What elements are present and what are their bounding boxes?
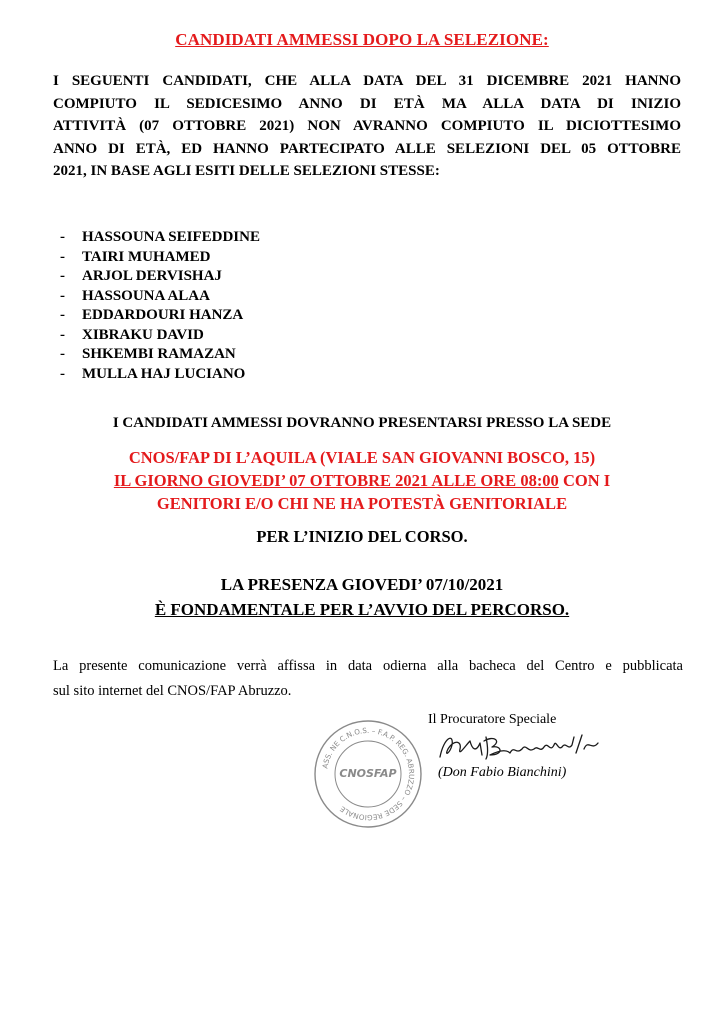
candidate-name: TAIRI MUHAMED xyxy=(82,248,211,265)
list-item xyxy=(60,326,260,346)
presence-importance: È FONDAMENTALE PER L’AVVIO DEL PERCORSO. xyxy=(154,600,570,619)
list-bullet: - xyxy=(60,365,65,382)
signer-name: (Don Fabio Bianchini) xyxy=(438,765,567,780)
course-start-line: PER L’INIZIO DEL CORSO. xyxy=(256,527,468,546)
list-bullet: - xyxy=(60,307,65,323)
intro-paragraph xyxy=(53,70,681,183)
intro-line: ANNO DI ETÀ, ED HANNO PARTECIPATO ALLE SELEZIONI DEL 05 OTTOBRE xyxy=(53,140,681,157)
venue-details xyxy=(0,446,724,515)
list-item xyxy=(60,287,260,307)
candidate-name: MULLA HAJ LUCIANO xyxy=(82,365,246,382)
handwritten-signature xyxy=(436,727,606,767)
stamp-seal xyxy=(312,718,424,830)
list-bullet: - xyxy=(60,346,65,362)
intro-line: I SEGUENTI CANDIDATI, CHE ALLA DATA DEL 31 DICEMBRE 2021 HANNO xyxy=(53,73,681,89)
candidate-name: ARJOL DERVISHAJ xyxy=(82,268,222,284)
list-bullet: - xyxy=(60,248,65,265)
communication-line: sul sito internet del CNOS/FAP Abruzzo. xyxy=(53,683,292,699)
candidate-name: SHKEMBI RAMAZAN xyxy=(82,346,236,362)
presence-notice xyxy=(0,572,724,622)
list-item xyxy=(60,365,260,385)
candidate-name: XIBRAKU DAVID xyxy=(82,326,204,343)
list-bullet: - xyxy=(60,229,65,245)
signer-role: Il Procuratore Speciale xyxy=(428,712,557,727)
list-item xyxy=(60,306,260,326)
communication-line: La presente comunicazione verrà affissa in data odierna alla bacheca del Centro e pubblicata xyxy=(53,658,683,674)
venue-location: CNOS/FAP DI L’AQUILA (VIALE SAN GIOVANNI BOSCO, 15) xyxy=(128,448,596,467)
list-item xyxy=(60,345,260,365)
intro-line: COMPIUTO IL SEDICESIMO ANNO DI ETÀ MA ALLA DATA DI INIZIO xyxy=(53,95,681,112)
stamp-logo-text: CNOSFAP xyxy=(339,767,397,780)
communication-paragraph xyxy=(53,654,683,704)
venue-parents: GENITORI E/O CHI NE HA POTESTÀ GENITORIALE xyxy=(156,494,568,513)
page-title: CANDIDATI AMMESSI DOPO LA SELEZIONE: xyxy=(175,30,549,49)
venue-datetime: IL GIORNO GIOVEDI’ 07 OTTOBRE 2021 ALLE ORE 08:00 xyxy=(113,471,559,490)
venue-datetime-line xyxy=(0,469,724,492)
candidate-list xyxy=(60,228,260,384)
list-bullet: - xyxy=(60,326,65,343)
list-item xyxy=(60,228,260,248)
candidate-name: EDDARDOURI HANZA xyxy=(82,307,244,323)
intro-line: 2021, IN BASE AGLI ESITI DELLE SELEZIONI STESSE: xyxy=(53,163,440,179)
candidate-name: HASSOUNA ALAA xyxy=(82,287,210,304)
list-item xyxy=(60,248,260,268)
list-bullet: - xyxy=(60,287,65,304)
list-item xyxy=(60,267,260,287)
presentation-notice: I CANDIDATI AMMESSI DOVRANNO PRESENTARSI PRESSO LA SEDE xyxy=(112,415,612,431)
stamp-ring-text: ASS. NE C.N.O.S. – F.A.P. REG. ABRUZZO – SEDE REGIONALE xyxy=(320,725,417,823)
list-bullet: - xyxy=(60,268,65,284)
venue-datetime-suffix: CON I xyxy=(558,471,611,490)
candidate-name: HASSOUNA SEIFEDDINE xyxy=(82,229,260,245)
presence-date: LA PRESENZA GIOVEDI’ 07/10/2021 xyxy=(220,575,504,594)
intro-line: ATTIVITÀ (07 OTTOBRE 2021) NON AVRANNO COMPIUTO IL DICIOTTESIMO xyxy=(53,118,681,134)
